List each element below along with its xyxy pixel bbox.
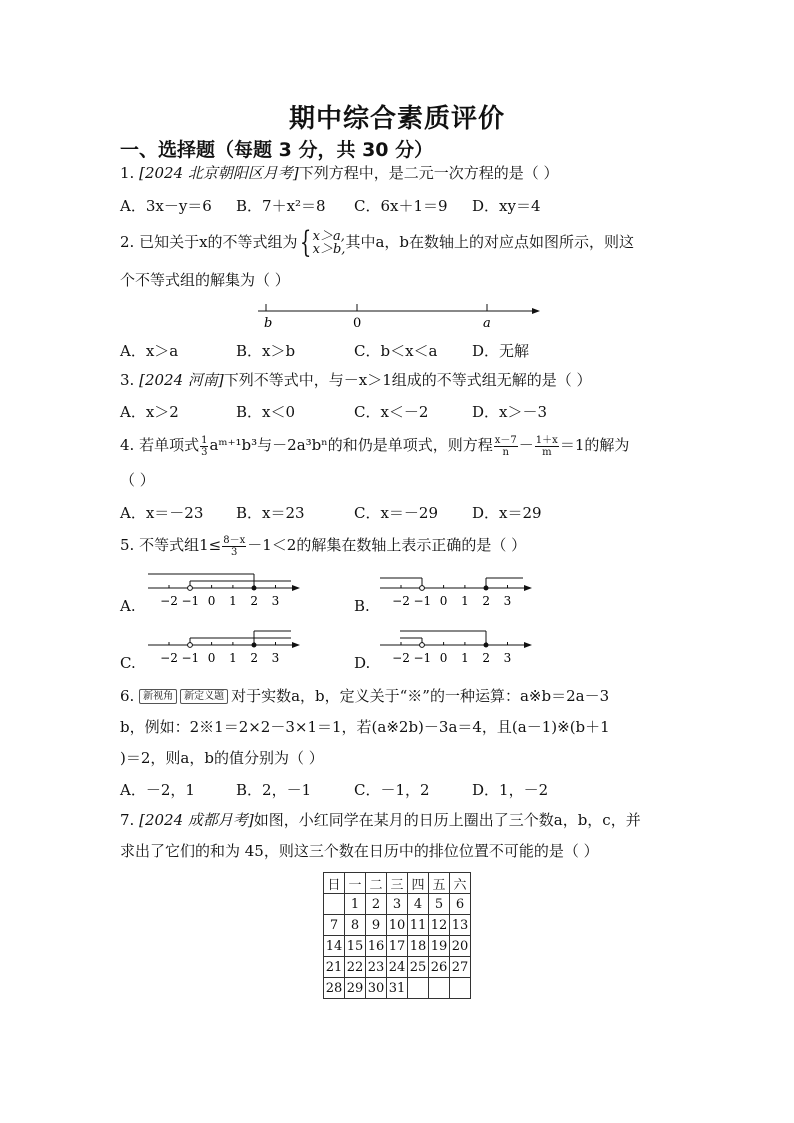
question-6-stem xyxy=(120,686,609,706)
q1-option-d: D．xy＝4 xyxy=(472,197,541,215)
calendar-row xyxy=(324,978,471,999)
calendar-header-cell: 五 xyxy=(429,873,450,894)
tick-label: −1 xyxy=(413,651,432,665)
question-source: [2024 北京朝阳区月考] xyxy=(139,164,299,182)
axis-arrow xyxy=(292,642,300,648)
q6-option-a: A．－2，1 xyxy=(120,781,195,799)
calendar-cell: 26 xyxy=(429,957,450,978)
question-5-stem xyxy=(120,532,526,558)
calendar-cell: 28 xyxy=(324,978,345,999)
calendar-cell: 12 xyxy=(429,915,450,936)
tick-label: 1 xyxy=(229,651,237,665)
q3-option-b: B．x＜0 xyxy=(236,403,296,421)
calendar-header-cell: 日 xyxy=(324,873,345,894)
calendar-cell xyxy=(429,978,450,999)
calendar-cell: 27 xyxy=(450,957,471,978)
q5-option-d-number-line xyxy=(380,625,540,669)
calendar-table xyxy=(323,872,471,999)
question-number: 6. xyxy=(120,687,135,705)
calendar-cell: 16 xyxy=(366,936,387,957)
calendar-header-cell: 三 xyxy=(387,873,408,894)
axis-label-b: b xyxy=(264,316,273,331)
question-text: 不等式组1≤ xyxy=(139,536,222,554)
tick-label: −2 xyxy=(392,594,410,608)
calendar-cell: 31 xyxy=(387,978,408,999)
tick-label: 2 xyxy=(482,651,491,665)
tick-label: −1 xyxy=(181,651,200,665)
calendar-row xyxy=(324,894,471,915)
system-bottom: x＞b, xyxy=(312,242,346,257)
q2-option-a: A．x＞a xyxy=(120,342,179,360)
question-6-stem-line2: b，例如：2※1＝2×2－3×1＝1，若(a※2b)－3a＝4，且(a－1)※(b＋1 xyxy=(120,718,610,736)
q2-option-b: B．x＞b xyxy=(236,342,296,360)
calendar-row xyxy=(324,957,471,978)
axis-arrow xyxy=(524,642,532,648)
calendar-cell: 30 xyxy=(366,978,387,999)
question-number: 1. xyxy=(120,164,135,182)
calendar-cell: 20 xyxy=(450,936,471,957)
tick-label: −2 xyxy=(160,594,178,608)
question-text: 下列不等式中，与－x＞1组成的不等式组无解的是（ ） xyxy=(223,371,592,389)
q2-option-c: C．b＜x＜a xyxy=(354,342,438,360)
calendar-cell: 22 xyxy=(345,957,366,978)
tick-label: 3 xyxy=(503,594,512,608)
calendar-cell: 23 xyxy=(366,957,387,978)
q1-option-c: C．6x＋1＝9 xyxy=(354,197,448,215)
question-text: 下列方程中，是二元一次方程的是（ ） xyxy=(298,164,559,182)
calendar-cell: 8 xyxy=(345,915,366,936)
question-1-stem xyxy=(120,163,559,183)
calendar-header-cell: 六 xyxy=(450,873,471,894)
fraction-1: $\frac{x-7}{n}$ xyxy=(494,434,517,458)
question-2-stem-line2: 个不等式组的解集为（ ） xyxy=(120,271,290,289)
question-4-stem xyxy=(120,432,629,458)
brace-symbol: { xyxy=(299,225,311,260)
q3-option-a: A．x＞2 xyxy=(120,403,179,421)
calendar-row xyxy=(324,915,471,936)
question-2-stem xyxy=(120,225,634,260)
q1-option-b: B．7＋x²＝8 xyxy=(236,197,326,215)
question-3-stem xyxy=(120,370,592,390)
calendar-cell xyxy=(324,894,345,915)
q5-option-a-label: A. xyxy=(120,597,136,615)
q1-option-a: A．3x－y＝6 xyxy=(120,197,212,215)
q6-option-d: D．1，－2 xyxy=(472,781,549,799)
question-text-cont: －1＜2的解集在数轴上表示正确的是（ ） xyxy=(247,536,527,554)
q6-option-b: B．2，－1 xyxy=(236,781,312,799)
fraction: $\frac{8-x}{3}$ xyxy=(223,534,246,558)
tick-label: 2 xyxy=(482,594,491,608)
calendar-cell: 13 xyxy=(450,915,471,936)
tick-label: 1 xyxy=(461,651,469,665)
tick-label: 0 xyxy=(207,594,216,608)
question-7-stem xyxy=(120,810,641,830)
calendar-cell: 1 xyxy=(345,894,366,915)
question-text: 若单项式 xyxy=(139,436,200,454)
tick-label: 3 xyxy=(503,651,512,665)
calendar-cell: 19 xyxy=(429,936,450,957)
coefficient-fraction: $\frac{1}{3}$ xyxy=(201,434,208,458)
q4-option-a: A．x＝－23 xyxy=(120,504,204,522)
calendar-cell: 18 xyxy=(408,936,429,957)
tick-label: −1 xyxy=(413,594,432,608)
section-heading: 一、选择题（每题 3 分，共 30 分） xyxy=(120,139,434,161)
calendar-cell: 24 xyxy=(387,957,408,978)
tag-new-definition: 新定义题 xyxy=(180,689,228,704)
calendar-cell: 17 xyxy=(387,936,408,957)
calendar-cell xyxy=(408,978,429,999)
q2-number-line xyxy=(250,298,550,332)
fraction-2: $\frac{1+x}{m}$ xyxy=(535,434,558,458)
q4-option-c: C．x＝－29 xyxy=(354,504,439,522)
tick-label: −2 xyxy=(392,651,410,665)
tick-label: 0 xyxy=(439,594,448,608)
q5-option-d-label: D. xyxy=(354,654,371,672)
question-number: 7. xyxy=(120,811,135,829)
tick-label: 0 xyxy=(207,651,216,665)
axis-label-a: a xyxy=(483,316,491,331)
calendar-header-row xyxy=(324,873,471,894)
calendar-cell: 21 xyxy=(324,957,345,978)
question-7-stem-line2: 求出了它们的和为 45，则这三个数在日历中的排位位置不可能的是（ ） xyxy=(120,842,599,860)
tick-label: 0 xyxy=(439,651,448,665)
question-text-end: ＝1的解为 xyxy=(559,436,630,454)
minus-sign: － xyxy=(518,436,534,454)
calendar-cell: 25 xyxy=(408,957,429,978)
q4-option-b: B．x＝23 xyxy=(236,504,305,522)
page-title: 期中综合素质评价 xyxy=(288,104,505,134)
inequality-system xyxy=(313,230,346,256)
axis-arrow xyxy=(292,585,300,591)
tick-label: 1 xyxy=(229,594,237,608)
q5-option-a-number-line xyxy=(148,568,308,612)
calendar-cell: 7 xyxy=(324,915,345,936)
q4-option-d: D．x＝29 xyxy=(472,504,542,522)
question-text-cont: aᵐ⁺¹b³与－2a³bⁿ的和仍是单项式，则方程 xyxy=(209,436,493,454)
calendar-header-cell: 二 xyxy=(366,873,387,894)
tick-label: 1 xyxy=(461,594,469,608)
calendar-cell: 2 xyxy=(366,894,387,915)
tick-label: 2 xyxy=(250,651,259,665)
q6-option-c: C．－1，2 xyxy=(354,781,430,799)
q3-option-c: C．x＜－2 xyxy=(354,403,429,421)
question-number: 4. xyxy=(120,436,135,454)
q5-option-b-number-line xyxy=(380,568,540,612)
calendar-cell: 15 xyxy=(345,936,366,957)
question-number: 3. xyxy=(120,371,135,389)
system-top: x＞a, xyxy=(312,229,345,244)
calendar-cell: 29 xyxy=(345,978,366,999)
tag-new-perspective: 新视角 xyxy=(139,689,177,704)
question-text: 对于实数a，b，定义关于“※”的一种运算：a※b＝2a－3 xyxy=(231,687,610,705)
tick-label: 3 xyxy=(271,651,280,665)
axis-arrow xyxy=(524,585,532,591)
tick-label: −2 xyxy=(160,651,178,665)
calendar-cell xyxy=(450,978,471,999)
q3-option-d: D．x＞－3 xyxy=(472,403,548,421)
calendar-cell: 14 xyxy=(324,936,345,957)
question-source: [2024 成都月考] xyxy=(139,811,254,829)
question-4-stem-line2: （ ） xyxy=(120,471,155,489)
calendar-cell: 4 xyxy=(408,894,429,915)
q5-option-c-label: C. xyxy=(120,654,136,672)
q2-option-d: D．无解 xyxy=(472,342,530,360)
calendar-cell: 10 xyxy=(387,915,408,936)
tick-label: 3 xyxy=(271,594,280,608)
question-text-cont: 其中a，b在数轴上的对应点如图所示，则这 xyxy=(345,233,634,251)
calendar-cell: 9 xyxy=(366,915,387,936)
calendar-header-cell: 一 xyxy=(345,873,366,894)
calendar-cell: 6 xyxy=(450,894,471,915)
axis-label-0: 0 xyxy=(353,316,362,331)
question-6-stem-line3: )＝2，则a，b的值分别为（ ） xyxy=(120,749,324,767)
calendar-row xyxy=(324,936,471,957)
tick-label: 2 xyxy=(250,594,259,608)
question-text: 如图，小红同学在某月的日历上圈出了三个数a，b，c，并 xyxy=(253,811,641,829)
question-number: 2. xyxy=(120,233,135,251)
calendar-cell: 3 xyxy=(387,894,408,915)
question-number: 5. xyxy=(120,536,135,554)
question-text: 已知关于x的不等式组为 xyxy=(139,233,298,251)
q5-option-b-label: B. xyxy=(354,597,370,615)
q5-option-c-number-line xyxy=(148,625,308,669)
tick-label: −1 xyxy=(181,594,200,608)
question-source: [2024 河南] xyxy=(139,371,224,389)
calendar-cell: 11 xyxy=(408,915,429,936)
calendar-header-cell: 四 xyxy=(408,873,429,894)
calendar-cell: 5 xyxy=(429,894,450,915)
